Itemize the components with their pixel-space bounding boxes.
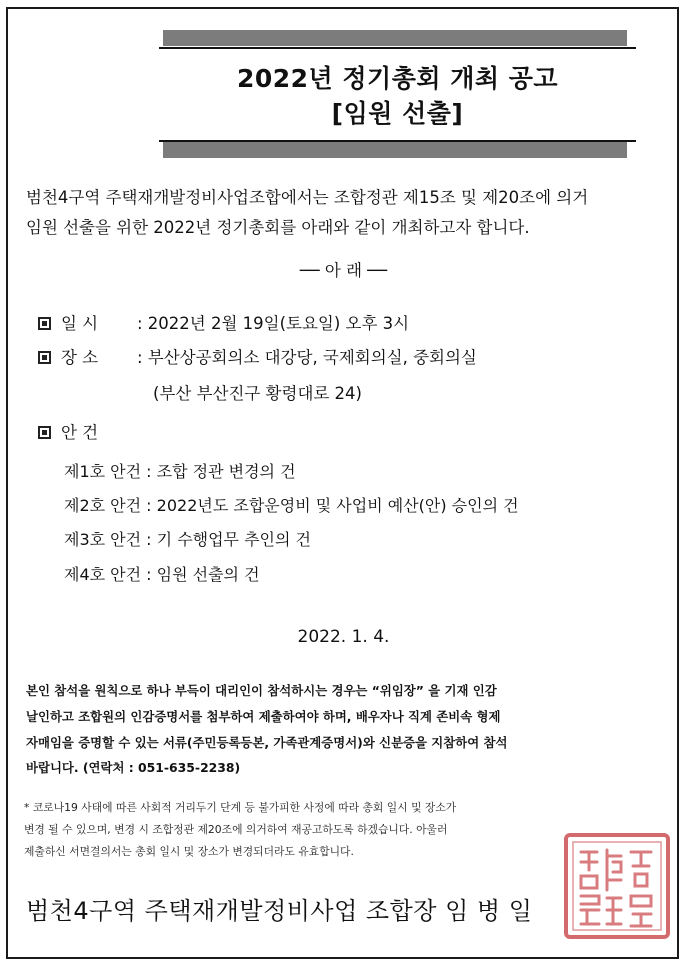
place-address: (부산 부산진구 황령대로 24) bbox=[153, 384, 362, 403]
footnote-line: 제출하신 서면결의서는 총회 일시 및 장소가 변경되더라도 유효합니다. bbox=[24, 845, 354, 858]
intro-line-2: 임원 선출을 위한 2022년 정기총회를 아래와 같이 개최하고자 합니다. bbox=[26, 218, 530, 237]
notice-line: 본인 참석을 원칙으로 하나 부득이 대리인이 참석하시는 경우는 “위임장” 을 기재 인감 bbox=[26, 683, 497, 698]
agenda-label: 안 건 bbox=[61, 423, 99, 442]
agenda-heading-row bbox=[38, 422, 98, 444]
notice-title: 2022년 정기총회 개최 공고 bbox=[236, 64, 559, 93]
notice-line: 바랍니다. (연락처 : 051-635-2238) bbox=[26, 760, 241, 775]
title-top-rule bbox=[159, 47, 636, 49]
agenda-item: 제3호 안건 : 기 수행업무 추인의 건 bbox=[64, 530, 312, 549]
title-block bbox=[159, 30, 636, 160]
title-top-gray-bar bbox=[163, 30, 627, 46]
agenda-item: 제4호 안건 : 임원 선출의 건 bbox=[64, 565, 260, 584]
datetime-row bbox=[38, 313, 409, 335]
official-seal-icon bbox=[563, 832, 671, 940]
place-value: : 부산상공회의소 대강당, 국제회의실, 중회의실 bbox=[137, 348, 477, 367]
datetime-value: : 2022년 2월 19일(토요일) 오후 3시 bbox=[137, 314, 410, 333]
intro-line-1: 범천4구역 주택재개발정비사업조합에서는 조합정관 제15조 및 제20조에 의거 bbox=[26, 188, 589, 207]
title-bottom-gray-bar bbox=[163, 142, 627, 158]
square-bullet-icon bbox=[38, 426, 51, 439]
place-row bbox=[38, 347, 477, 369]
square-bullet-icon bbox=[38, 351, 51, 364]
notice-date: 2022. 1. 4. bbox=[297, 627, 390, 647]
notice-subtitle: [임원 선출] bbox=[331, 99, 464, 128]
signature: 범천4구역 주택재개발정비사업 조합장 임 병 일 bbox=[26, 897, 533, 925]
below-heading: ── 아 래 ── bbox=[299, 261, 388, 280]
notice-line: 자매임을 증명할 수 있는 서류(주민등록등본, 가족관계증명서)와 신분증을 지참하여 참석 bbox=[26, 735, 508, 750]
agenda-item: 제1호 안건 : 조합 정관 변경의 건 bbox=[64, 462, 296, 481]
notice-line: 날인하고 조합원의 인감증명서를 첨부하여 제출하여야 하며, 배우자나 직계 존비속 형제 bbox=[26, 709, 501, 724]
datetime-label: 일 시 bbox=[61, 314, 99, 333]
square-bullet-icon bbox=[38, 317, 51, 330]
footnote-line: 변경 될 수 있으며, 변경 시 조합정관 제20조에 의거하여 재공고하도록 하겠습니다. 아울러 bbox=[24, 823, 448, 836]
footnote-line: * 코로나19 사태에 따른 사회적 거리두기 단계 등 불가피한 사정에 따라 총회 일시 및 장소가 bbox=[24, 801, 457, 814]
agenda-item: 제2호 안건 : 2022년도 조합운영비 및 사업비 예산(안) 승인의 건 bbox=[64, 496, 519, 515]
place-label: 장 소 bbox=[61, 348, 99, 367]
